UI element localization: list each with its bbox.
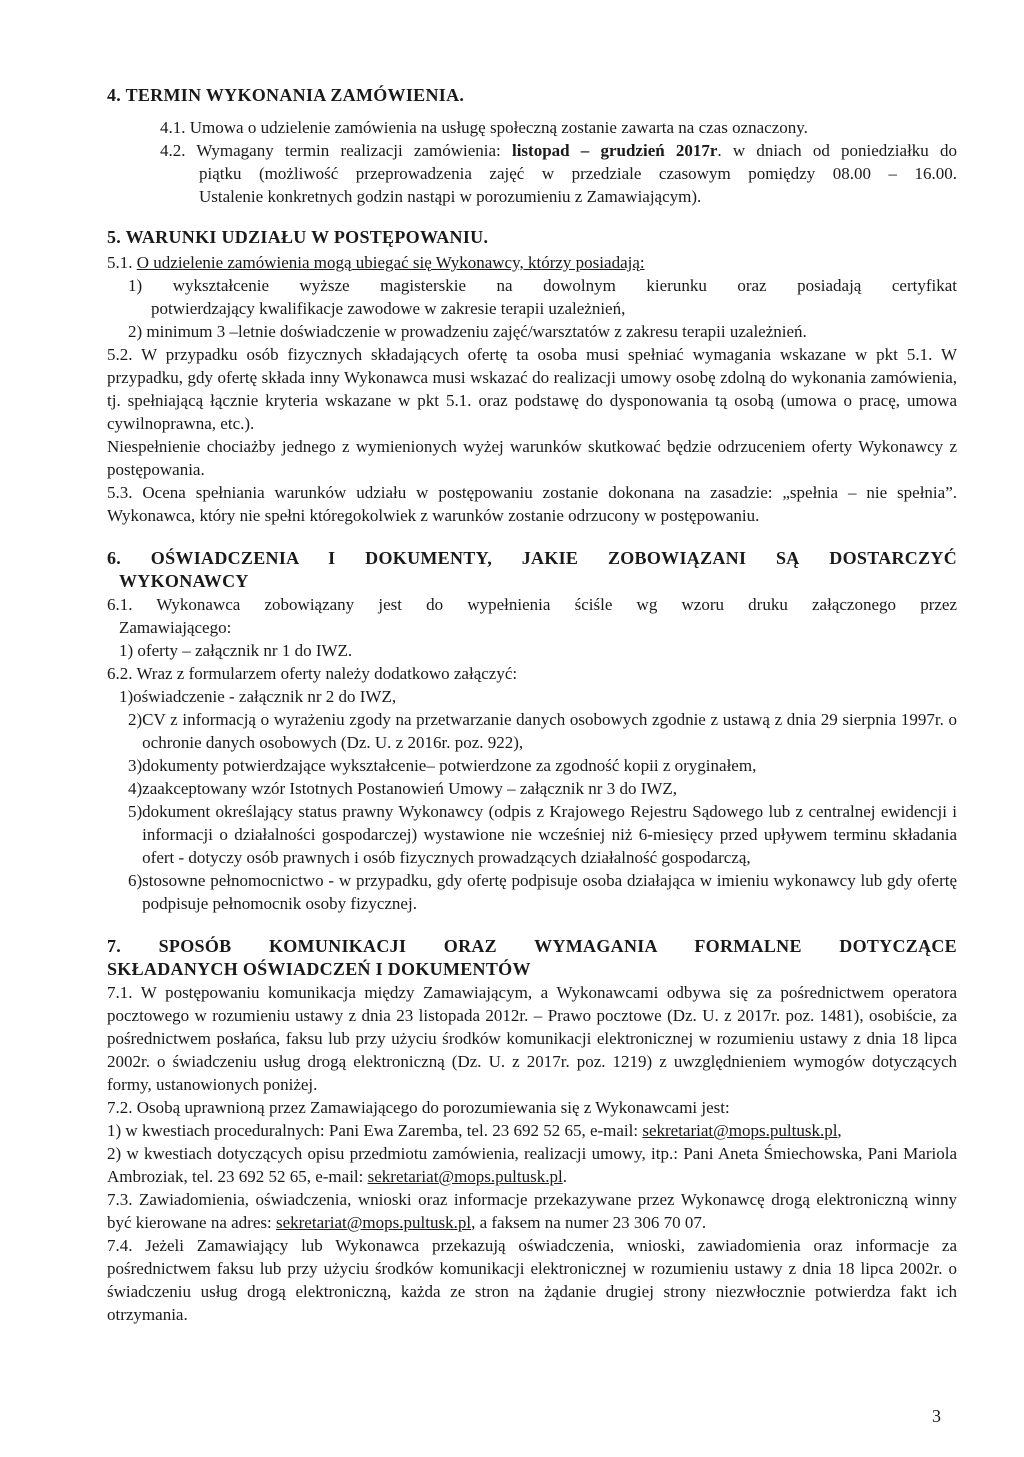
paragraph-7-4: 7.4. Jeżeli Zamawiający lub Wykonawca przekazują oświadczenia, wnioski, zawiadomienia oraz informacje za pośrednictwem faksu lub przy użyciu środków komunikacji elektronicznej w rozumieniu ustawy z dnia 18 lipca 2002r. o świadczeniu usług drogą elektroniczną, każda ze stron na żądanie drugiej strony niezwłocznie potwierdza fakt ich otrzymania. <box>107 1236 957 1324</box>
paragraph-7-2-1-text: 1) w kwestiach proceduralnych: Pani Ewa Zaremba, tel. 23 692 52 65, e-mail: <box>107 1121 643 1140</box>
email-link[interactable]: sekretariat@mops.pultusk.pl <box>275 1213 472 1232</box>
paragraph-5-2-note: Niespełnienie chociażby jednego z wymienionych wyżej warunków skutkować będzie odrzuceniem oferty Wykonawcy z postępowania. <box>107 437 957 479</box>
paragraph-7-3 <box>107 1188 957 1234</box>
paragraph-7-2-2-text: 2) w kwestiach dotyczących opisu przedmiotu zamówienia, realizacji umowy, itp.: Pani Aneta Śmiechowska, Pani Mariola Ambroziak, tel. 23 692 52 65, e-mail: <box>107 1144 957 1186</box>
section-5-heading: 5. WARUNKI UDZIAŁU W POSTĘPOWANIU. <box>107 227 489 247</box>
list-number: 1) <box>128 276 173 295</box>
section-7-heading: 7. SPOSÓB KOMUNIKACJI ORAZ WYMAGANIA FORMALNE DOTYCZĄCE <box>107 936 957 956</box>
list-number: 4) <box>128 779 143 798</box>
paragraph-4-2-text-a: 4.2. Wymagany termin realizacji zamówienia: <box>160 141 512 160</box>
list-item <box>107 685 957 708</box>
list-text: CV z informacją o wyrażeniu zgody na przetwarzanie danych osobowych zgodnie z ustawą z dnia 29 sierpnia 1997r. o ochronie danych osobowych (Dz. U. z 2016r. poz. 922), <box>142 710 957 752</box>
list-item-5-1-1-cont: potwierdzający kwalifikacje zawodowe w zakresie terapii uzależnień, <box>151 299 626 318</box>
email-link[interactable]: sekretariat@mops.pultusk.pl <box>642 1121 838 1140</box>
list-text: oświadczenie - załącznik nr 2 do IWZ, <box>133 687 397 706</box>
paragraph-4-1: 4.1. Umowa o udzielenie zamówienia na usługę społeczną zostanie zawarta na czas oznaczony. <box>160 118 808 137</box>
list-item-6-1-1: 1) oferty – załącznik nr 1 do IWZ. <box>119 641 353 660</box>
paragraph-7-2-2-end: . <box>562 1167 567 1186</box>
paragraph-4-2-line3: Ustalenie konkretnych godzin nastąpi w porozumieniu z Zamawiającym). <box>199 187 702 206</box>
list-item <box>107 708 957 754</box>
paragraph-5-1-number: 5.1. <box>107 253 137 272</box>
list-text: wykształcenie wyższe magisterskie na dowolnym kierunku oraz posiadają certyfikat <box>172 276 957 295</box>
list-item <box>107 777 957 800</box>
paragraph-4-2 <box>107 139 957 162</box>
paragraph-7-1: 7.1. W postępowaniu komunikacja między Zamawiającym, a Wykonawcami odbywa się za pośrednictwem operatora pocztowego w rozumieniu ustawy z dnia 23 listopada 2012r. – Prawo pocztowe (Dz. U. z 2017r. poz. 1481), osobiście, za pośrednictwem posłańca, faksu lub przy użyciu środków komunikacji elektronicznej w rozumieniu ustawy z dnia 18 lipca 2002r. o świadczeniu usług drogą elektroniczną (Dz. U. z 2017r. poz. 1219) z uwzględnieniem wymogów dotyczących formy, ustanowionych poniżej. <box>107 983 957 1094</box>
paragraph-5-2: 5.2. W przypadku osób fizycznych składających ofertę ta osoba musi spełniać wymagania wskazane w pkt 5.1. W przypadku, gdy ofertę składa inny Wykonawca musi wskazać do realizacji umowy osobę zdolną do wykonania zamówienia, tj. spełniającą łącznie kryteria wskazane w pkt 5.1. oraz podstawę do dysponowania tą osobą (umowa o pracę, umowa cywilnoprawna, etc.). <box>107 345 957 433</box>
paragraph-4-2-text-b: . w dniach od poniedziałku do <box>717 141 957 160</box>
section-7-heading-cont: SKŁADANYCH OŚWIADCZEŃ I DOKUMENTÓW <box>107 959 531 979</box>
paragraph-5-3: 5.3. Ocena spełniania warunków udziału w postępowaniu zostanie dokonana na zasadzie: „spełnia – nie spełnia”. Wykonawca, który nie spełni któregokolwiek z warunków zostanie odrzucony w postępowaniu. <box>107 483 957 525</box>
list-number: 1) <box>119 687 134 706</box>
list-item <box>107 800 957 869</box>
list-text: dokument określający status prawny Wykonawcy (odpis z Krajowego Rejestru Sądowego lub z centralnej ewidencji i informacji o działalności gospodarczej) wystawione nie wcześniej niż 6-miesięcy przed upływem terminu składania ofert - dotyczy osób prawnych i osób fizycznych prowadzących działalność gospodarczą, <box>142 802 957 867</box>
paragraph-4-2-line2: piątku (możliwość przeprowadzenia zajęć w przedziale czasowym pomiędzy 08.00 – 16.00. <box>199 164 957 183</box>
section-6-heading: 6. OŚWIADCZENIA I DOKUMENTY, JAKIE ZOBOWIĄZANI SĄ DOSTARCZYĆ <box>107 548 957 568</box>
list-text: zaakceptowany wzór Istotnych Postanowień Umowy – załącznik nr 3 do IWZ, <box>142 779 678 798</box>
email-link[interactable]: sekretariat@mops.pultusk.pl <box>367 1167 563 1186</box>
list-item-5-1-2: 2) minimum 3 –letnie doświadczenie w prowadzeniu zajęć/warsztatów z zakresu terapii uzależnień. <box>128 322 807 341</box>
list-item <box>107 754 957 777</box>
paragraph-7-2-1-end: , <box>837 1121 842 1140</box>
paragraph-6-1-cont: Zamawiającego: <box>119 618 232 637</box>
paragraph-4-2-term: listopad – grudzień 2017r <box>511 141 718 160</box>
list-number: 2) <box>128 710 143 729</box>
document-page <box>107 84 957 1326</box>
list-number: 3) <box>128 756 143 775</box>
page-number: 3 <box>932 1406 941 1426</box>
paragraph-7-3-text: 7.3. Zawiadomienia, oświadczenia, wnioski oraz informacje przekazywane przez Wykonawcę drogą elektroniczną winny być kierowane na adres: <box>107 1190 957 1232</box>
paragraph-7-2-2 <box>107 1142 957 1188</box>
list-number: 5) <box>128 802 143 821</box>
list-number: 6) <box>128 871 143 890</box>
paragraph-6-2: 6.2. Wraz z formularzem oferty należy dodatkowo załączyć: <box>107 664 518 683</box>
paragraph-6-1: 6.1. Wykonawca zobowiązany jest do wypełnienia ściśle wg wzoru druku załączonego przez <box>107 595 957 614</box>
list-item-5-1-1 <box>107 274 957 297</box>
list-6-2 <box>107 685 957 915</box>
list-text: dokumenty potwierdzające wykształcenie– potwierdzone za zgodność kopii z oryginałem, <box>142 756 757 775</box>
section-6-heading-cont: WYKONAWCY <box>119 571 249 591</box>
paragraph-7-3-end: , a faksem na numer 23 306 70 07. <box>471 1213 707 1232</box>
section-4-heading: 4. TERMIN WYKONANIA ZAMÓWIENIA. <box>107 85 465 105</box>
paragraph-7-2: 7.2. Osobą uprawnioną przez Zamawiającego do porozumiewania się z Wykonawcami jest: <box>107 1098 730 1117</box>
paragraph-5-1-text: O udzielenie zamówienia mogą ubiegać się Wykonawcy, którzy posiadają: <box>136 253 645 272</box>
paragraph-5-1 <box>107 251 957 274</box>
list-item <box>107 869 957 915</box>
paragraph-7-2-1 <box>107 1119 957 1142</box>
list-text: stosowne pełnomocnictwo - w przypadku, gdy ofertę podpisuje osoba działająca w imieniu wykonawcy lub gdy ofertę podpisuje pełnomocnik osoby fizycznej. <box>142 871 957 913</box>
